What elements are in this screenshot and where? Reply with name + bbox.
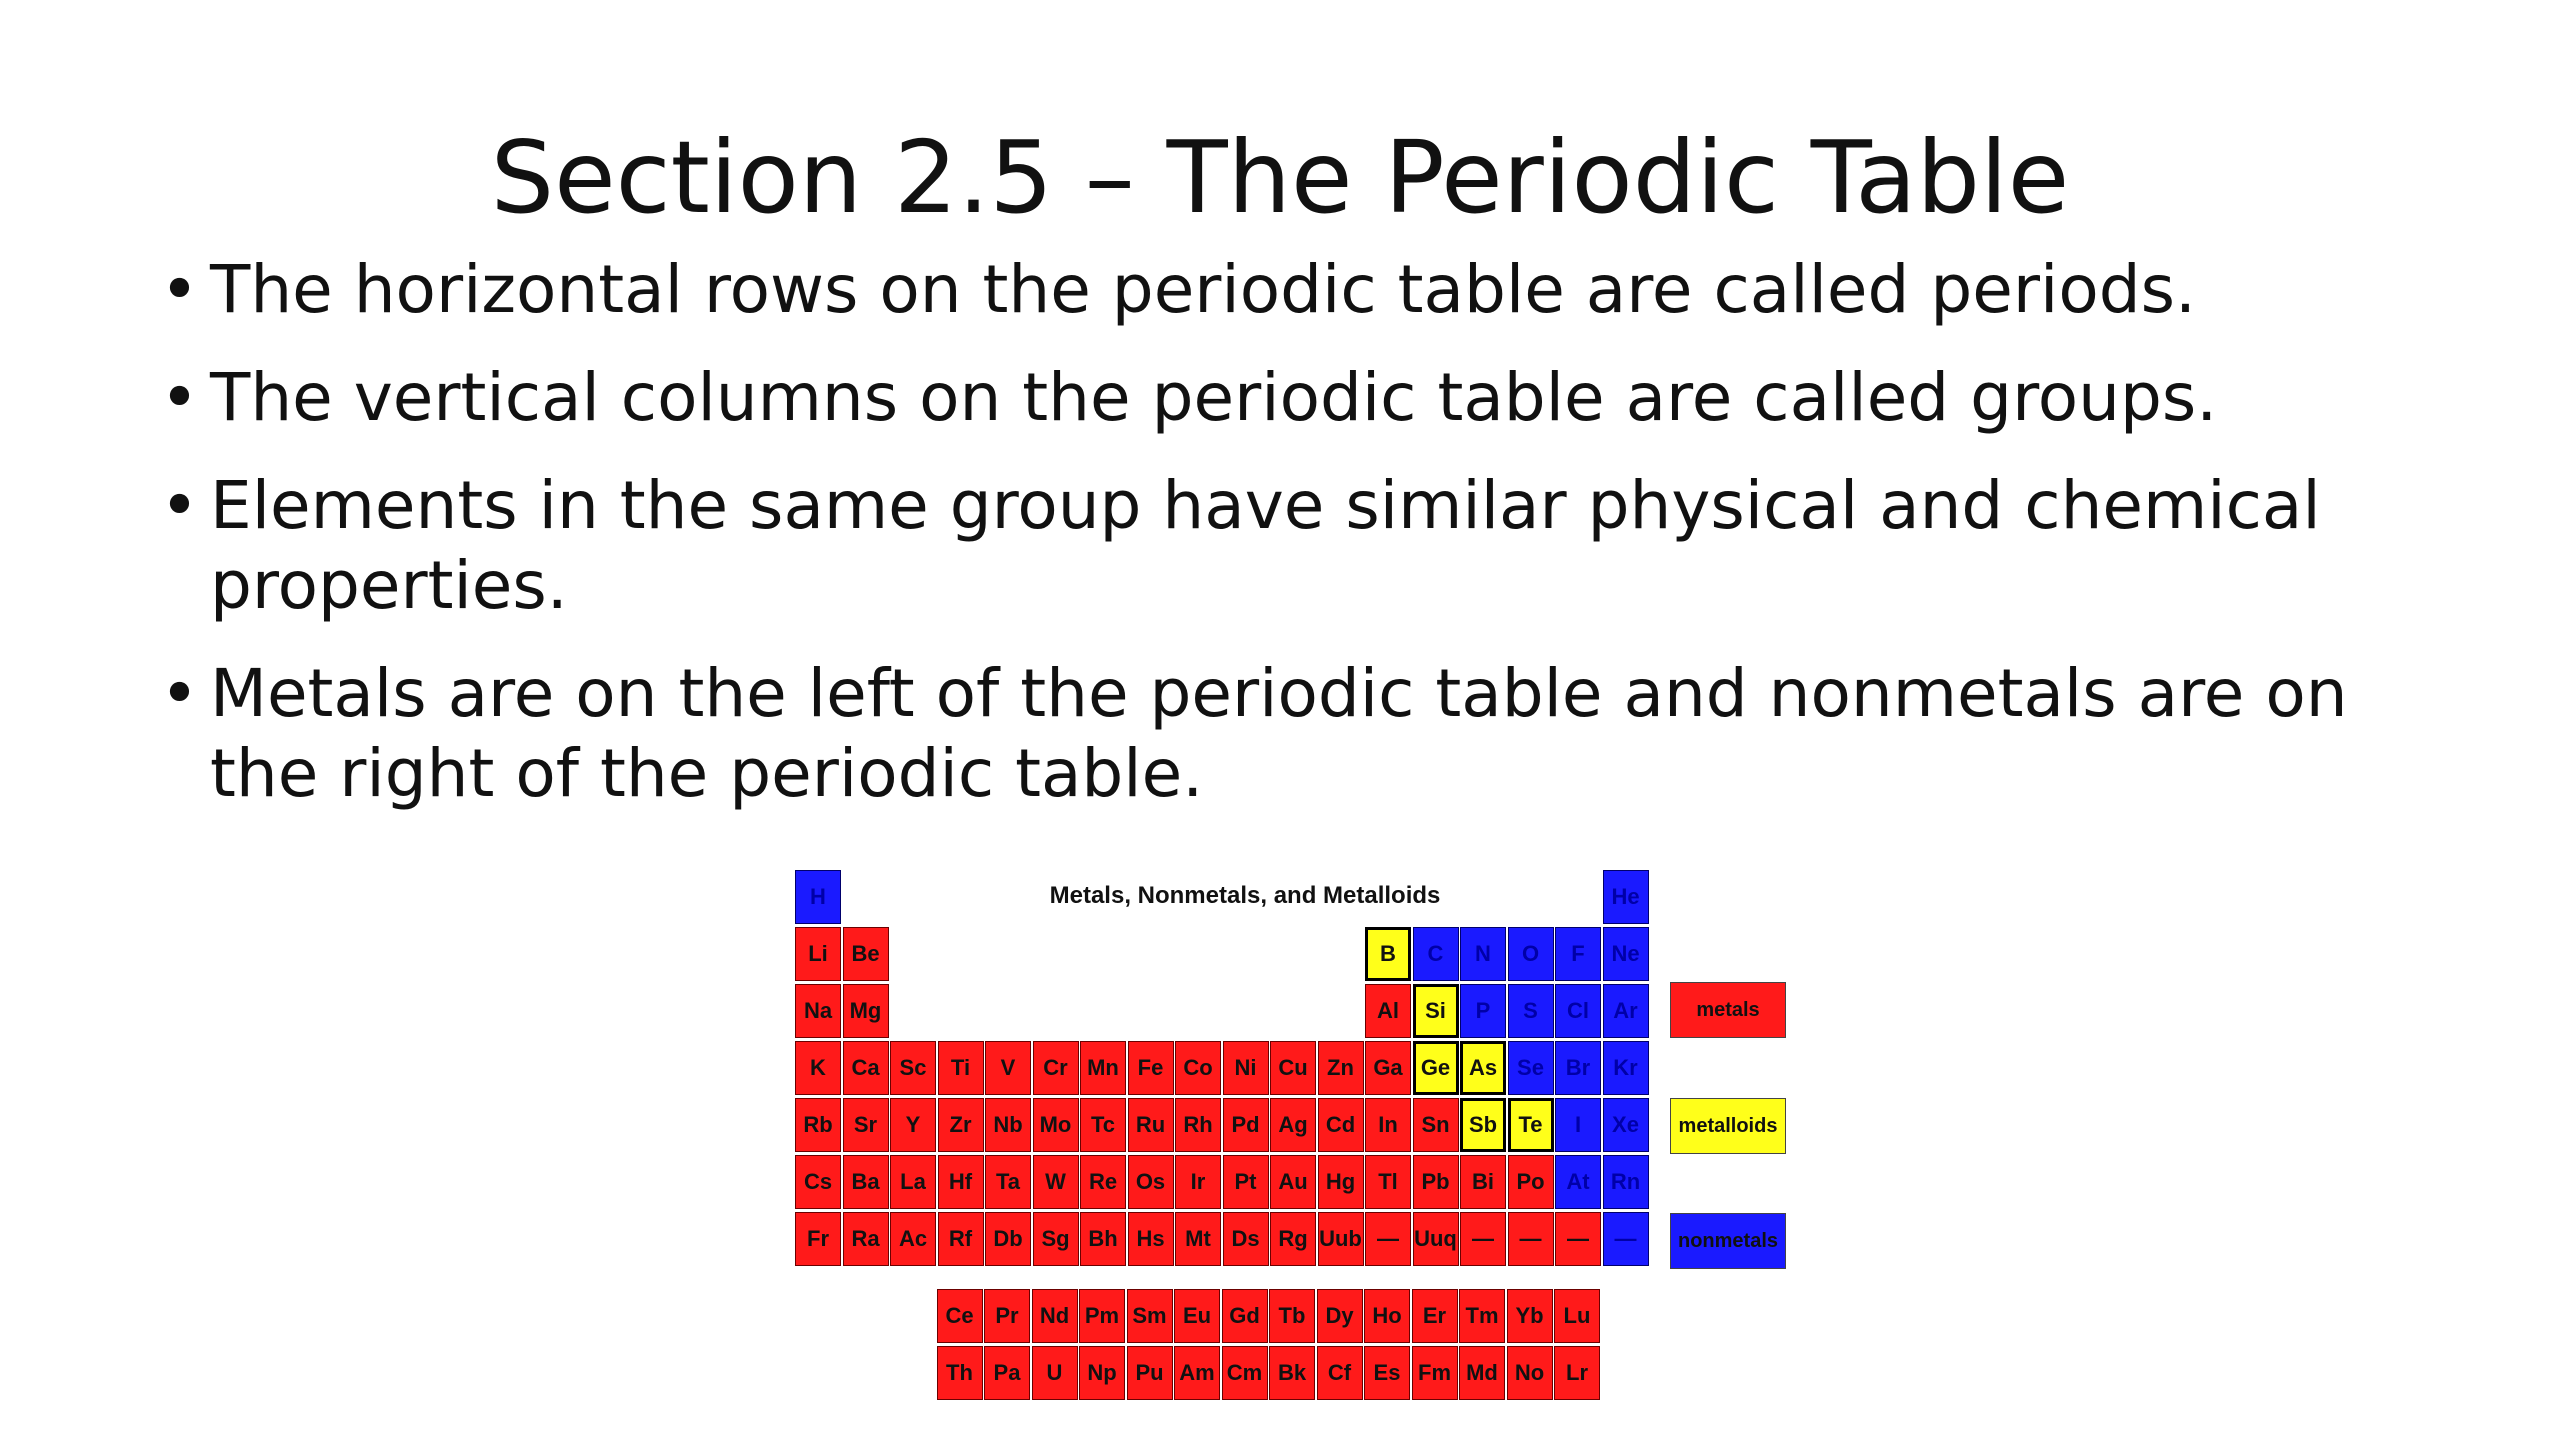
- element-cell: Kr: [1603, 1041, 1649, 1095]
- element-cell: Sc: [890, 1041, 936, 1095]
- element-cell: Xe: [1603, 1098, 1649, 1152]
- element-cell: Sg: [1033, 1212, 1079, 1266]
- element-cell: Ca: [843, 1041, 889, 1095]
- lanthanide-cell: Pr: [984, 1289, 1030, 1343]
- actinide-cell: Am: [1174, 1346, 1220, 1400]
- element-cell: Al: [1365, 984, 1411, 1038]
- lanthanide-cell: Sm: [1127, 1289, 1173, 1343]
- slide-title: Section 2.5 – The Periodic Table: [490, 119, 2070, 236]
- element-cell: —: [1603, 1212, 1649, 1266]
- actinide-cell: Es: [1364, 1346, 1410, 1400]
- lanthanide-cell: Eu: [1174, 1289, 1220, 1343]
- element-cell: Nb: [985, 1098, 1031, 1152]
- element-cell: Ds: [1223, 1212, 1269, 1266]
- lanthanide-cell: Tm: [1459, 1289, 1505, 1343]
- element-cell: Te: [1508, 1098, 1554, 1152]
- element-cell: O: [1508, 927, 1554, 981]
- element-cell: Cu: [1270, 1041, 1316, 1095]
- lanthanide-cell: Tb: [1269, 1289, 1315, 1343]
- element-cell: Ne: [1603, 927, 1649, 981]
- element-cell: Po: [1508, 1155, 1554, 1209]
- element-cell: La: [890, 1155, 936, 1209]
- element-cell: Fe: [1128, 1041, 1174, 1095]
- actinide-cell: Md: [1459, 1346, 1505, 1400]
- element-cell: Uub: [1318, 1212, 1364, 1266]
- element-cell: Sr: [843, 1098, 889, 1152]
- actinide-cell: Bk: [1269, 1346, 1315, 1400]
- element-cell: Mn: [1080, 1041, 1126, 1095]
- bullet-item: • Metals are on the left of the periodic table and nonmetals are on the right of the periodic table.: [160, 654, 2400, 814]
- element-cell: P: [1460, 984, 1506, 1038]
- element-cell: Se: [1508, 1041, 1554, 1095]
- element-cell: Rn: [1603, 1155, 1649, 1209]
- lanthanide-cell: Lu: [1554, 1289, 1600, 1343]
- element-cell: —: [1555, 1212, 1601, 1266]
- element-cell: Pb: [1413, 1155, 1459, 1209]
- periodic-table-title: Metals, Nonmetals, and Metalloids: [1049, 882, 1441, 909]
- element-cell: Sb: [1460, 1098, 1506, 1152]
- bullet-list: [160, 250, 2400, 842]
- element-cell: At: [1555, 1155, 1601, 1209]
- lanthanide-cell: Yb: [1507, 1289, 1553, 1343]
- element-cell: N: [1460, 927, 1506, 981]
- element-cell: Cl: [1555, 984, 1601, 1038]
- element-cell: Hf: [938, 1155, 984, 1209]
- element-cell: In: [1365, 1098, 1411, 1152]
- element-cell: Rf: [938, 1212, 984, 1266]
- legend-metalloids: metalloids: [1670, 1098, 1786, 1154]
- element-cell: Cd: [1318, 1098, 1364, 1152]
- element-cell: S: [1508, 984, 1554, 1038]
- element-cell: Pt: [1223, 1155, 1269, 1209]
- element-cell: Mg: [843, 984, 889, 1038]
- element-cell: Bh: [1080, 1212, 1126, 1266]
- element-cell: Ti: [938, 1041, 984, 1095]
- element-cell: Ru: [1128, 1098, 1174, 1152]
- element-cell: F: [1555, 927, 1601, 981]
- element-cell: Os: [1128, 1155, 1174, 1209]
- element-cell: Si: [1413, 984, 1459, 1038]
- element-cell: Ar: [1603, 984, 1649, 1038]
- bullet-item: • The vertical columns on the periodic table are called groups.: [160, 358, 2400, 438]
- element-cell: He: [1603, 870, 1649, 924]
- element-cell: Sn: [1413, 1098, 1459, 1152]
- element-cell: Co: [1175, 1041, 1221, 1095]
- element-cell: Br: [1555, 1041, 1601, 1095]
- element-cell: —: [1508, 1212, 1554, 1266]
- bullet-item: • The horizontal rows on the periodic table are called periods.: [160, 250, 2400, 330]
- element-cell: Cs: [795, 1155, 841, 1209]
- element-cell: Y: [890, 1098, 936, 1152]
- element-cell: Ni: [1223, 1041, 1269, 1095]
- element-cell: Bi: [1460, 1155, 1506, 1209]
- lanthanide-cell: Er: [1412, 1289, 1458, 1343]
- periodic-table-figure: [795, 870, 1795, 1410]
- element-cell: K: [795, 1041, 841, 1095]
- legend-nonmetals: nonmetals: [1670, 1213, 1786, 1269]
- actinide-cell: Pa: [984, 1346, 1030, 1400]
- element-cell: B: [1365, 927, 1411, 981]
- element-cell: C: [1413, 927, 1459, 981]
- actinide-cell: Th: [937, 1346, 983, 1400]
- element-cell: Ir: [1175, 1155, 1221, 1209]
- element-cell: Li: [795, 927, 841, 981]
- element-cell: Re: [1080, 1155, 1126, 1209]
- lanthanide-cell: Nd: [1032, 1289, 1078, 1343]
- element-cell: Be: [843, 927, 889, 981]
- bullet-item: • Elements in the same group have similar physical and chemical properties.: [160, 466, 2400, 626]
- actinide-cell: Cm: [1222, 1346, 1268, 1400]
- actinide-cell: U: [1032, 1346, 1078, 1400]
- lanthanide-cell: Gd: [1222, 1289, 1268, 1343]
- element-cell: Mo: [1033, 1098, 1079, 1152]
- element-cell: Au: [1270, 1155, 1316, 1209]
- element-cell: Rb: [795, 1098, 841, 1152]
- lanthanide-cell: Ce: [937, 1289, 983, 1343]
- element-cell: W: [1033, 1155, 1079, 1209]
- element-cell: Ge: [1413, 1041, 1459, 1095]
- element-cell: Tc: [1080, 1098, 1126, 1152]
- legend-metals: metals: [1670, 982, 1786, 1038]
- lanthanide-cell: Ho: [1364, 1289, 1410, 1343]
- actinide-cell: Pu: [1127, 1346, 1173, 1400]
- element-cell: Ba: [843, 1155, 889, 1209]
- actinide-cell: Lr: [1554, 1346, 1600, 1400]
- element-cell: V: [985, 1041, 1031, 1095]
- element-cell: I: [1555, 1098, 1601, 1152]
- element-cell: Mt: [1175, 1212, 1221, 1266]
- element-cell: Db: [985, 1212, 1031, 1266]
- actinide-cell: No: [1507, 1346, 1553, 1400]
- element-cell: Fr: [795, 1212, 841, 1266]
- element-cell: As: [1460, 1041, 1506, 1095]
- element-cell: Ac: [890, 1212, 936, 1266]
- element-cell: Uuq: [1413, 1212, 1459, 1266]
- element-cell: Tl: [1365, 1155, 1411, 1209]
- element-cell: —: [1460, 1212, 1506, 1266]
- element-cell: Ra: [843, 1212, 889, 1266]
- actinide-cell: Cf: [1317, 1346, 1363, 1400]
- actinide-cell: Fm: [1412, 1346, 1458, 1400]
- actinide-cell: Np: [1079, 1346, 1125, 1400]
- element-cell: Hs: [1128, 1212, 1174, 1266]
- element-cell: Ta: [985, 1155, 1031, 1209]
- element-cell: Hg: [1318, 1155, 1364, 1209]
- element-cell: Pd: [1223, 1098, 1269, 1152]
- element-cell: Ga: [1365, 1041, 1411, 1095]
- lanthanide-cell: Dy: [1317, 1289, 1363, 1343]
- element-cell: Rg: [1270, 1212, 1316, 1266]
- lanthanide-cell: Pm: [1079, 1289, 1125, 1343]
- element-cell: H: [795, 870, 841, 924]
- element-cell: Ag: [1270, 1098, 1316, 1152]
- element-cell: Zr: [938, 1098, 984, 1152]
- element-cell: Zn: [1318, 1041, 1364, 1095]
- element-cell: Na: [795, 984, 841, 1038]
- element-cell: —: [1365, 1212, 1411, 1266]
- element-cell: Cr: [1033, 1041, 1079, 1095]
- element-cell: Rh: [1175, 1098, 1221, 1152]
